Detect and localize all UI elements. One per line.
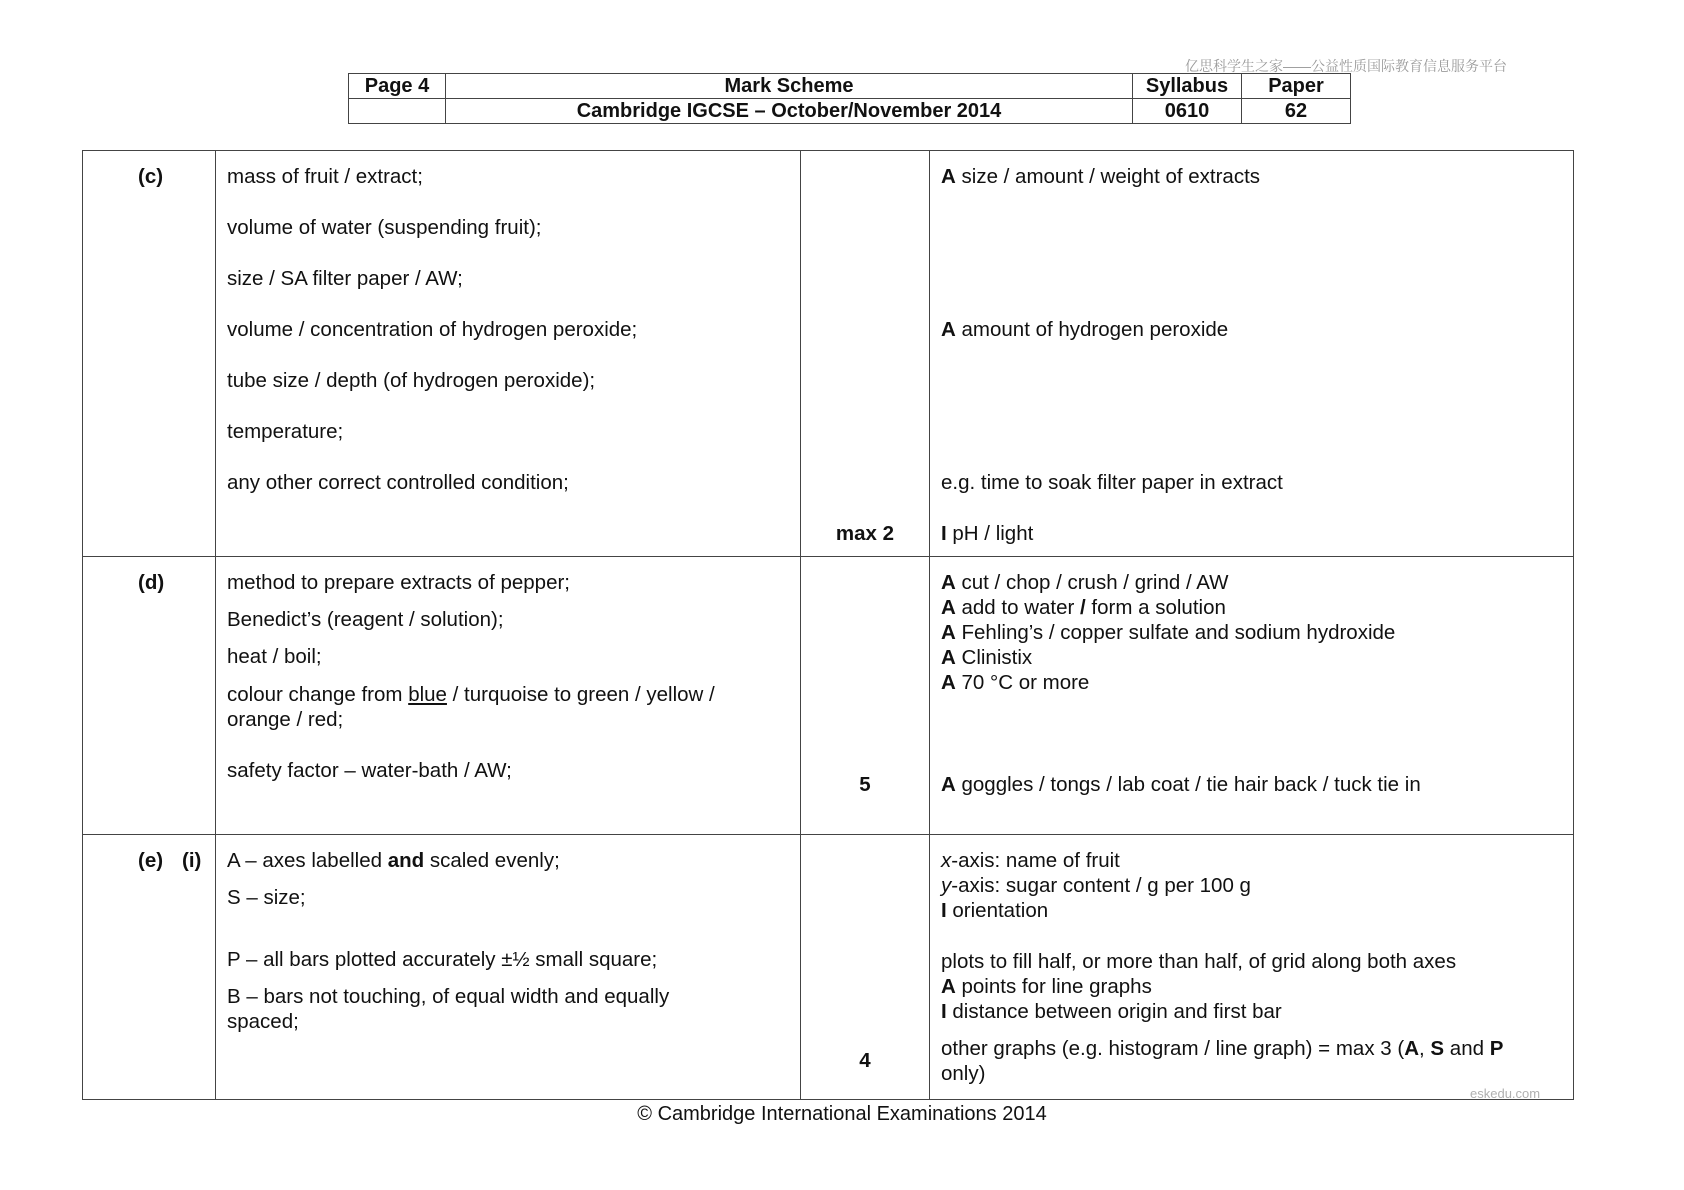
table-row — [83, 557, 1574, 835]
row-label: (e) — [138, 849, 164, 872]
header-title: Mark Scheme — [446, 74, 1133, 99]
guidance-line: A Clinistix — [941, 646, 1033, 669]
row-e-guidance — [930, 835, 1574, 1100]
row-sublabel: (i) — [182, 849, 202, 872]
answer-line: temperature; — [227, 420, 344, 443]
answer-line: method to prepare extracts of pepper; — [227, 571, 571, 594]
row-c-answers — [216, 151, 801, 557]
guidance-line: I orientation — [941, 899, 1049, 922]
answer-line: A – axes labelled and scaled evenly; — [227, 849, 560, 872]
header-table — [348, 73, 1351, 124]
header-paper-label: Paper — [1242, 74, 1351, 99]
guidance-line: plots to fill half, or more than half, of grid along both axes — [941, 950, 1457, 973]
guidance-line: A Fehling’s / copper sulfate and sodium hydroxide — [941, 621, 1396, 644]
watermark-bottom: eskedu.com — [1470, 1086, 1541, 1101]
row-c-guidance — [930, 151, 1574, 557]
answer-line: P – all bars plotted accurately ±½ small square; — [227, 948, 658, 971]
guidance-line: A amount of hydrogen peroxide — [941, 318, 1229, 341]
header-syllabus: 0610 — [1133, 99, 1242, 124]
guidance-line: A 70 °C or more — [941, 671, 1090, 694]
answer-line: tube size / depth (of hydrogen peroxide); — [227, 369, 596, 392]
answer-line: S – size; — [227, 886, 306, 909]
table-row — [83, 835, 1574, 1100]
guidance-line: A add to water / form a solution — [941, 596, 1226, 619]
row-label: (d) — [138, 571, 165, 594]
row-label: (c) — [138, 165, 164, 188]
guidance-line: other graphs (e.g. histogram / line graph) = max 3 (A, S and P — [941, 1037, 1504, 1060]
answer-line: mass of fruit / extract; — [227, 165, 423, 188]
guidance-line: A points for line graphs — [941, 975, 1152, 998]
answer-line: colour change from blue / turquoise to green / yellow / — [227, 683, 715, 706]
row-d-label-cell — [83, 557, 216, 835]
row-d-answers — [216, 557, 801, 835]
answer-line: orange / red; — [227, 708, 344, 731]
header-subtitle: Cambridge IGCSE – October/November 2014 — [446, 99, 1133, 124]
header-empty — [349, 99, 446, 124]
guidance-line: I distance between origin and first bar — [941, 1000, 1282, 1023]
marks-value: max 2 — [835, 522, 895, 545]
watermark-top: 亿思科学生之家——公益性质国际教育信息服务平台 — [1185, 58, 1507, 74]
guidance-line: A goggles / tongs / lab coat / tie hair back / tuck tie in — [941, 773, 1421, 796]
guidance-line: e.g. time to soak filter paper in extract — [941, 471, 1283, 494]
row-e-answers — [216, 835, 801, 1100]
row-e-label-cell — [83, 835, 216, 1100]
row-c-label-cell — [83, 151, 216, 557]
header-syllabus-label: Syllabus — [1133, 74, 1242, 99]
mark-scheme-table — [82, 150, 1574, 1100]
guidance-line: A cut / chop / crush / grind / AW — [941, 571, 1229, 594]
header-paper: 62 — [1242, 99, 1351, 124]
answer-line: spaced; — [227, 1010, 299, 1033]
header-page: Page 4 — [349, 74, 446, 99]
table-row — [83, 151, 1574, 557]
answer-line: Benedict’s (reagent / solution); — [227, 608, 504, 631]
guidance-line: A size / amount / weight of extracts — [941, 165, 1261, 188]
marks-value: 5 — [859, 773, 871, 796]
row-d-marks-cell — [801, 557, 930, 835]
copyright-footer: © Cambridge International Examinations 2014 — [637, 1103, 1047, 1125]
answer-line: size / SA filter paper / AW; — [227, 267, 463, 290]
answer-line: safety factor – water-bath / AW; — [227, 759, 512, 782]
row-d-guidance — [930, 557, 1574, 835]
answer-line: any other correct controlled condition; — [227, 471, 569, 494]
guidance-line: only) — [941, 1062, 986, 1085]
answer-line: volume / concentration of hydrogen peroxide; — [227, 318, 638, 341]
guidance-line: y-axis: sugar content / g per 100 g — [941, 874, 1251, 897]
answer-line: B – bars not touching, of equal width and equally — [227, 985, 670, 1008]
guidance-line: x-axis: name of fruit — [941, 849, 1120, 872]
guidance-line: I pH / light — [941, 522, 1034, 545]
answer-line: heat / boil; — [227, 645, 322, 668]
marks-value: 4 — [859, 1049, 871, 1072]
row-c-marks-cell — [801, 151, 930, 557]
answer-line: volume of water (suspending fruit); — [227, 216, 542, 239]
row-e-marks-cell — [801, 835, 930, 1100]
